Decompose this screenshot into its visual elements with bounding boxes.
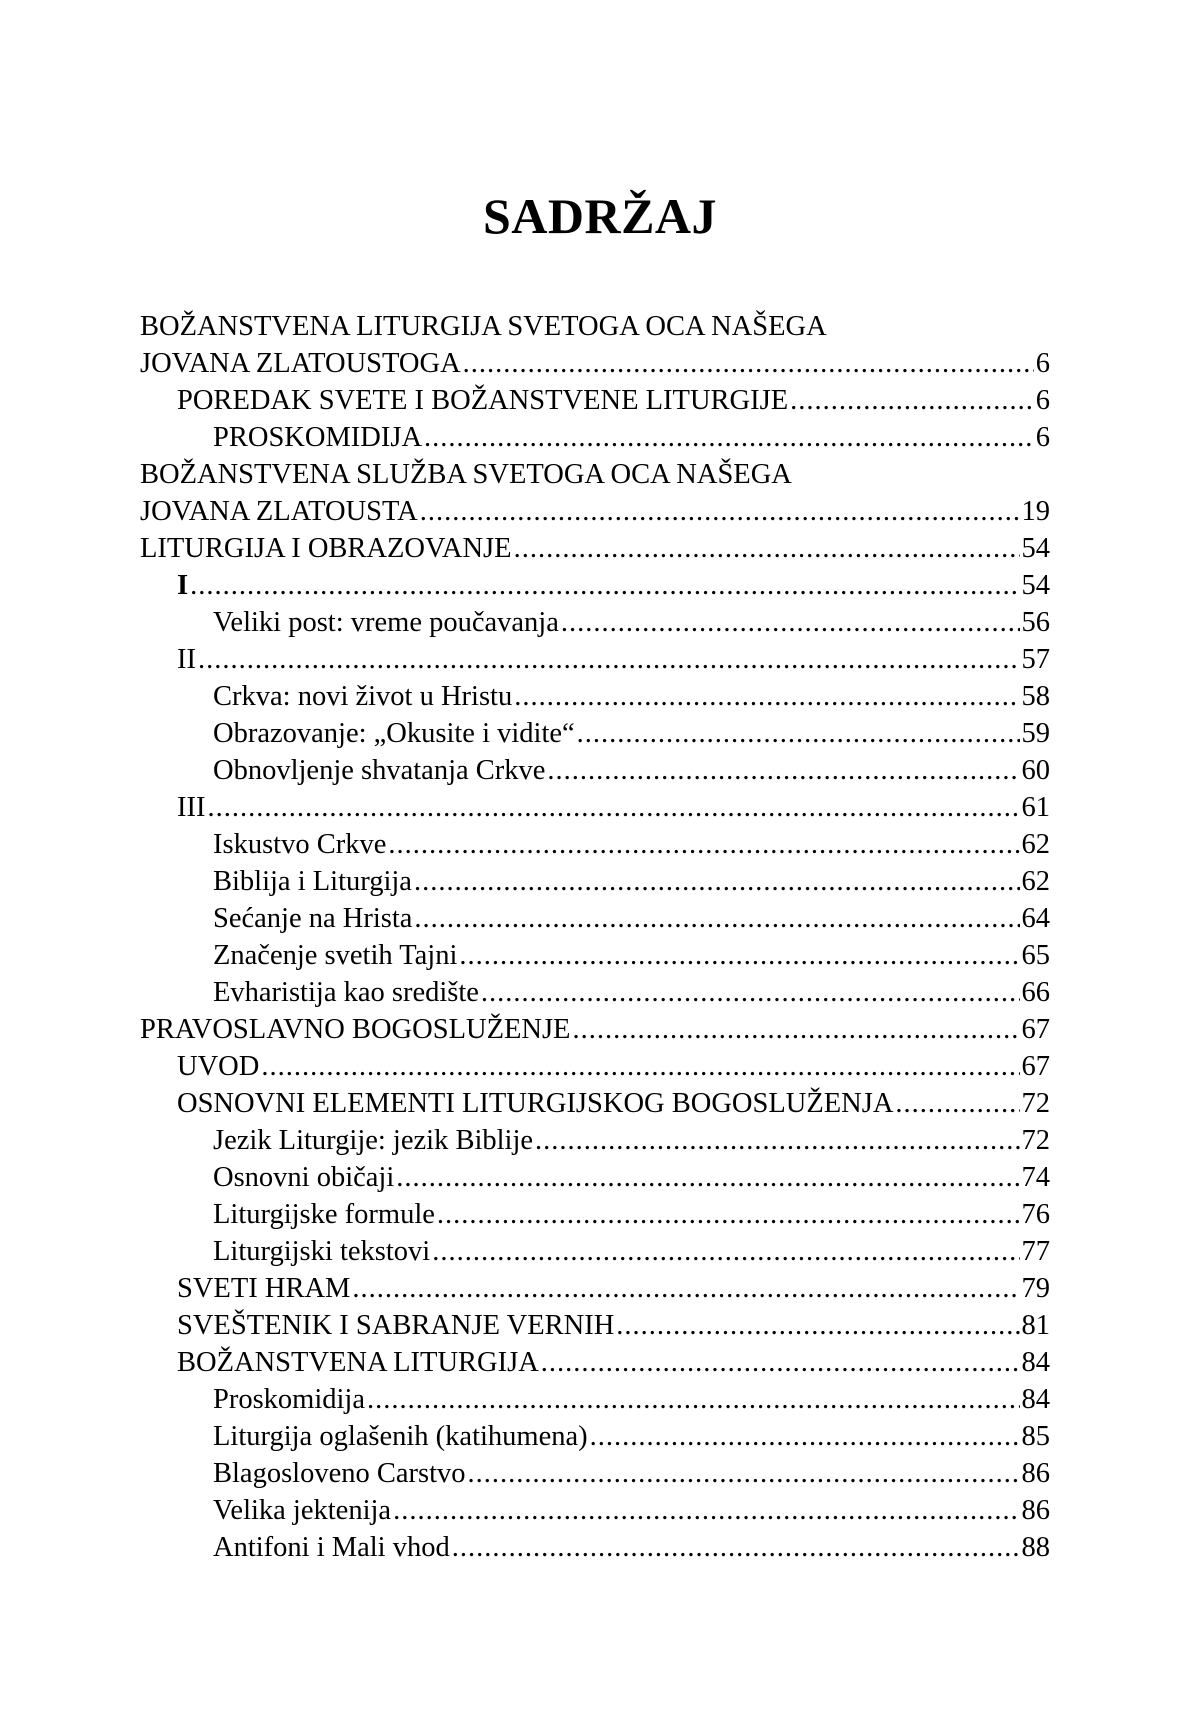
- dot-leader: [420, 493, 1020, 530]
- dot-leader: [424, 419, 1034, 456]
- toc-entry: [140, 1307, 1050, 1344]
- toc-entry: [140, 1492, 1050, 1529]
- toc-entry-title: PROSKOMIDIJA: [213, 422, 423, 453]
- dot-leader: [790, 382, 1034, 419]
- toc-entry-title: Osnovni običaji: [213, 1162, 395, 1193]
- dot-leader: [367, 1381, 1019, 1418]
- toc-page-number: 6: [1035, 348, 1050, 379]
- toc-entry: [140, 826, 1050, 863]
- toc-entry: [140, 1085, 1050, 1122]
- toc-entry-title: I: [177, 570, 189, 601]
- toc-entry: [140, 1270, 1050, 1307]
- dot-leader: [572, 1011, 1019, 1048]
- toc-entry-title: JOVANA ZLATOUSTOGA: [140, 348, 461, 379]
- toc-entry-title: Obrazovanje: „Okusite i vidite“: [213, 718, 575, 749]
- toc-entry-title: Sećanje na Hrista: [213, 903, 413, 934]
- dot-leader: [541, 1344, 1020, 1381]
- toc-page-number: 84: [1021, 1347, 1050, 1378]
- toc-page-number: 61: [1021, 792, 1050, 823]
- toc-entry-title: Crkva: novi život u Hristu: [213, 681, 513, 712]
- dot-leader: [432, 1233, 1019, 1270]
- toc-entry: [140, 604, 1050, 641]
- toc-page-number: 72: [1021, 1088, 1050, 1119]
- page-title: SADRŽAJ: [482, 187, 718, 244]
- toc-page-number: 62: [1021, 866, 1050, 897]
- toc-page-number: 67: [1021, 1014, 1050, 1045]
- toc-page-number: 60: [1021, 755, 1050, 786]
- toc-entry-title: Biblija i Liturgija: [213, 866, 412, 897]
- toc-entry-title: Liturgijski tekstovi: [213, 1236, 431, 1267]
- toc-entry-title: Značenje svetih Tajni: [213, 940, 458, 971]
- toc-page-number: 64: [1021, 903, 1050, 934]
- dot-leader: [388, 826, 1019, 863]
- toc-page-number: 86: [1021, 1495, 1050, 1526]
- toc-entry: [140, 1418, 1050, 1455]
- dot-leader: [577, 715, 1020, 752]
- toc-page-number: 86: [1021, 1458, 1050, 1489]
- dot-leader: [514, 530, 1020, 567]
- toc-entry-title: UVOD: [177, 1051, 260, 1082]
- toc-entry: [140, 1233, 1050, 1270]
- toc-page-number: 59: [1021, 718, 1050, 749]
- toc-entry-title: SVEŠTENIK I SABRANJE VERNIH: [177, 1310, 615, 1341]
- toc-page-number: 79: [1021, 1273, 1050, 1304]
- toc-entry: [140, 345, 1050, 382]
- toc-entry-title: BOŽANSTVENA SLUŽBA SVETOGA OCA NAŠEGA: [140, 459, 792, 490]
- dot-leader: [190, 567, 1019, 604]
- toc-entry: [140, 1196, 1050, 1233]
- toc-entry-title: III: [177, 792, 206, 823]
- toc-entry-title: JOVANA ZLATOUSTA: [140, 496, 418, 527]
- toc-entry-title: Liturgijske formule: [213, 1199, 435, 1230]
- toc-entry: [140, 641, 1050, 678]
- toc-page-number: 88: [1021, 1532, 1050, 1563]
- dot-leader: [895, 1085, 1019, 1122]
- toc-page-number: 81: [1021, 1310, 1050, 1341]
- dot-leader: [463, 345, 1034, 382]
- toc-entry-title: LITURGIJA I OBRAZOVANJE: [140, 533, 512, 564]
- toc-entry-title: Evharistija kao središte: [213, 977, 479, 1008]
- toc-entry-title: II: [177, 644, 196, 675]
- toc-entry: [140, 1455, 1050, 1492]
- toc-entry-title: Obnovljenje shvatanja Crkve: [213, 755, 546, 786]
- toc-entry: [140, 937, 1050, 974]
- toc-entry: [140, 1381, 1050, 1418]
- toc-entry: [140, 1122, 1050, 1159]
- toc-page-number: 72: [1021, 1125, 1050, 1156]
- toc-entry-title: Antifoni i Mali vhod: [213, 1532, 450, 1563]
- toc-entry-title: Veliki post: vreme poučavanja: [213, 607, 559, 638]
- toc-entry: [140, 419, 1050, 456]
- toc-entry: [140, 567, 1050, 604]
- toc-entry: [140, 789, 1050, 826]
- toc-entry: [140, 900, 1050, 937]
- toc-page-number: 66: [1021, 977, 1050, 1008]
- dot-leader: [261, 1048, 1019, 1085]
- toc-page-number: 57: [1021, 644, 1050, 675]
- dot-leader: [352, 1270, 1019, 1307]
- toc-page-number: 19: [1021, 496, 1050, 527]
- toc-entry: [140, 1529, 1050, 1566]
- dot-leader: [561, 604, 1020, 641]
- toc-entry: [140, 1344, 1050, 1381]
- table-of-contents: [140, 308, 1050, 1566]
- dot-leader: [437, 1196, 1020, 1233]
- dot-leader: [396, 1159, 1019, 1196]
- toc-entry-title: Velika jektenija: [213, 1495, 392, 1526]
- toc-entry: [140, 974, 1050, 1011]
- toc-entry-title: BOŽANSTVENA LITURGIJA: [177, 1347, 539, 1378]
- toc-entry: [140, 678, 1050, 715]
- dot-leader: [616, 1307, 1019, 1344]
- toc-entry-title: Jezik Liturgije: jezik Biblije: [213, 1125, 534, 1156]
- toc-page-number: 74: [1021, 1162, 1050, 1193]
- toc-entry: [140, 863, 1050, 900]
- dot-leader: [468, 1455, 1020, 1492]
- toc-entry: [140, 530, 1050, 567]
- toc-page-number: 6: [1035, 422, 1050, 453]
- dot-leader: [452, 1529, 1020, 1566]
- toc-page-number: 54: [1021, 533, 1050, 564]
- toc-entry-title: Liturgija oglašenih (katihumena): [213, 1421, 588, 1452]
- toc-page-number: 67: [1021, 1051, 1050, 1082]
- dot-leader: [481, 974, 1020, 1011]
- dot-leader: [207, 789, 1019, 826]
- dot-leader: [590, 1418, 1020, 1455]
- toc-entry: [140, 1159, 1050, 1196]
- toc-entry-title: OSNOVNI ELEMENTI LITURGIJSKOG BOGOSLUŽENJA: [177, 1088, 894, 1119]
- toc-page-number: 58: [1021, 681, 1050, 712]
- toc-page-number: 54: [1021, 570, 1050, 601]
- toc-page-number: 84: [1021, 1384, 1050, 1415]
- toc-entry-title: BOŽANSTVENA LITURGIJA SVETOGA OCA NAŠEGA: [140, 311, 827, 342]
- toc-page-number: 77: [1021, 1236, 1050, 1267]
- toc-page-number: 56: [1021, 607, 1050, 638]
- dot-leader: [514, 678, 1019, 715]
- toc-page-number: 76: [1021, 1199, 1050, 1230]
- toc-entry-title: POREDAK SVETE I BOŽANSTVENE LITURGIJE: [177, 385, 789, 416]
- toc-entry: [140, 1011, 1050, 1048]
- toc-entry-title: SVETI HRAM: [177, 1273, 351, 1304]
- dot-leader: [198, 641, 1020, 678]
- toc-entry: [140, 715, 1050, 752]
- toc-page-number: 85: [1021, 1421, 1050, 1452]
- dot-leader: [547, 752, 1019, 789]
- toc-entry: [140, 1048, 1050, 1085]
- dot-leader: [535, 1122, 1019, 1159]
- toc-entry: [140, 382, 1050, 419]
- dot-leader: [414, 900, 1019, 937]
- toc-page-number: 6: [1035, 385, 1050, 416]
- toc-page-number: 65: [1021, 940, 1050, 971]
- toc-entry: [140, 456, 1050, 493]
- toc-page-number: 62: [1021, 829, 1050, 860]
- toc-entry-title: Proskomidija: [213, 1384, 366, 1415]
- dot-leader: [393, 1492, 1019, 1529]
- toc-entry: [140, 752, 1050, 789]
- toc-entry: [140, 308, 1050, 345]
- toc-entry-title: Iskustvo Crkve: [213, 829, 387, 860]
- toc-entry-title: Blagosloveno Carstvo: [213, 1458, 466, 1489]
- dot-leader: [459, 937, 1019, 974]
- toc-entry-title: PRAVOSLAVNO BOGOSLUŽENJE: [140, 1014, 571, 1045]
- toc-entry: [140, 493, 1050, 530]
- dot-leader: [414, 863, 1020, 900]
